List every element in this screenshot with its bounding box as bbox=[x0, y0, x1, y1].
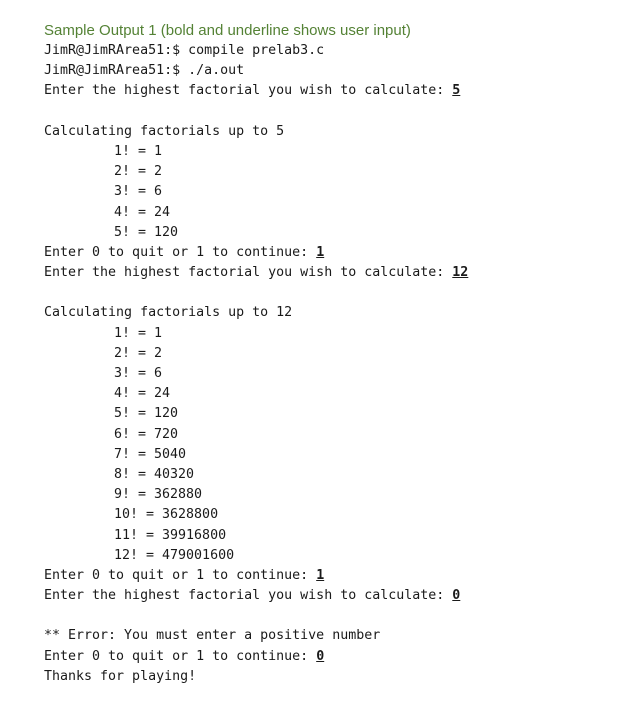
console-line bbox=[44, 667, 621, 687]
console-line bbox=[44, 61, 621, 81]
console-line bbox=[44, 445, 621, 465]
console-line bbox=[44, 203, 621, 223]
console-line bbox=[44, 122, 621, 142]
console-line bbox=[44, 384, 621, 404]
console-line bbox=[44, 303, 621, 323]
console-line bbox=[44, 566, 621, 586]
console-line-text: JimR@JimRArea51:$ ./a.out bbox=[44, 63, 245, 79]
console-line bbox=[44, 546, 621, 566]
console-line-text: Thanks for playing! bbox=[44, 668, 197, 684]
console-line-text: 12! = 479001600 bbox=[114, 547, 235, 563]
console-line bbox=[44, 485, 621, 505]
console-line-text: Calculating factorials up to 5 bbox=[44, 123, 285, 139]
console-line-text: Enter 0 to quit or 1 to continue: bbox=[44, 244, 317, 260]
console-line-text: 2! = 2 bbox=[114, 164, 163, 180]
console-line-text: 1! = 1 bbox=[114, 143, 163, 159]
console-line-text: Enter the highest factorial you wish to calculate: bbox=[44, 588, 453, 604]
console-line bbox=[44, 505, 621, 525]
user-input: 0 bbox=[452, 588, 461, 604]
user-input: 12 bbox=[452, 265, 469, 281]
console-line-text: Enter the highest factorial you wish to calculate: bbox=[44, 83, 453, 99]
console-line-text: 4! = 24 bbox=[114, 386, 171, 402]
console-line bbox=[44, 41, 621, 61]
console-line-text: 3! = 6 bbox=[114, 366, 163, 381]
console-line bbox=[44, 626, 621, 646]
sample-output-document bbox=[44, 21, 621, 687]
console-line-text: 8! = 40320 bbox=[114, 466, 195, 482]
console-line bbox=[44, 81, 621, 101]
blank-line bbox=[44, 283, 621, 303]
console-line bbox=[44, 344, 621, 364]
blank-line bbox=[44, 606, 621, 626]
console-line-text: ** Error: You must enter a positive number bbox=[44, 628, 381, 644]
user-input: 1 bbox=[316, 567, 325, 583]
console-line bbox=[44, 465, 621, 485]
console-line-text: 9! = 362880 bbox=[114, 487, 203, 503]
console-line bbox=[44, 647, 621, 667]
console-line bbox=[44, 404, 621, 424]
console-line-text: 7! = 5040 bbox=[114, 446, 187, 462]
console-line-text: 11! = 39916800 bbox=[114, 527, 227, 543]
console-line-text: Calculating factorials up to 12 bbox=[44, 305, 293, 321]
console-line-text: 6! = 720 bbox=[114, 426, 179, 442]
sample-output-heading: Sample Output 1 (bold and underline shows user input) bbox=[44, 22, 411, 39]
console-line-text: 3! = 6 bbox=[114, 184, 163, 200]
console-line-text: Enter 0 to quit or 1 to continue: bbox=[44, 567, 317, 583]
console-line bbox=[44, 223, 621, 243]
console-line-text: Enter 0 to quit or 1 to continue: bbox=[44, 648, 317, 664]
console-line bbox=[44, 586, 621, 606]
console-line-text: 4! = 24 bbox=[114, 204, 171, 220]
console-line bbox=[44, 182, 621, 202]
blank-line bbox=[44, 102, 621, 122]
console-line bbox=[44, 263, 621, 283]
console-line bbox=[44, 324, 621, 344]
console-line bbox=[44, 425, 621, 445]
console-line bbox=[44, 364, 621, 384]
console-line-text: Enter the highest factorial you wish to calculate: bbox=[44, 265, 453, 281]
console-line-text: 1! = 1 bbox=[114, 325, 163, 341]
console-line bbox=[44, 162, 621, 182]
user-input: 0 bbox=[316, 648, 325, 664]
console-line bbox=[44, 142, 621, 162]
user-input: 1 bbox=[316, 244, 325, 260]
console-line bbox=[44, 526, 621, 546]
user-input: 5 bbox=[452, 83, 461, 99]
console-line-text: 5! = 120 bbox=[114, 224, 179, 240]
console-line-text: 5! = 120 bbox=[114, 406, 179, 422]
console-transcript bbox=[44, 41, 621, 687]
console-line-text: 10! = 3628800 bbox=[114, 507, 219, 523]
console-line-text: JimR@JimRArea51:$ compile prelab3.c bbox=[44, 43, 325, 58]
console-line bbox=[44, 243, 621, 263]
console-line-text: 2! = 2 bbox=[114, 345, 163, 361]
